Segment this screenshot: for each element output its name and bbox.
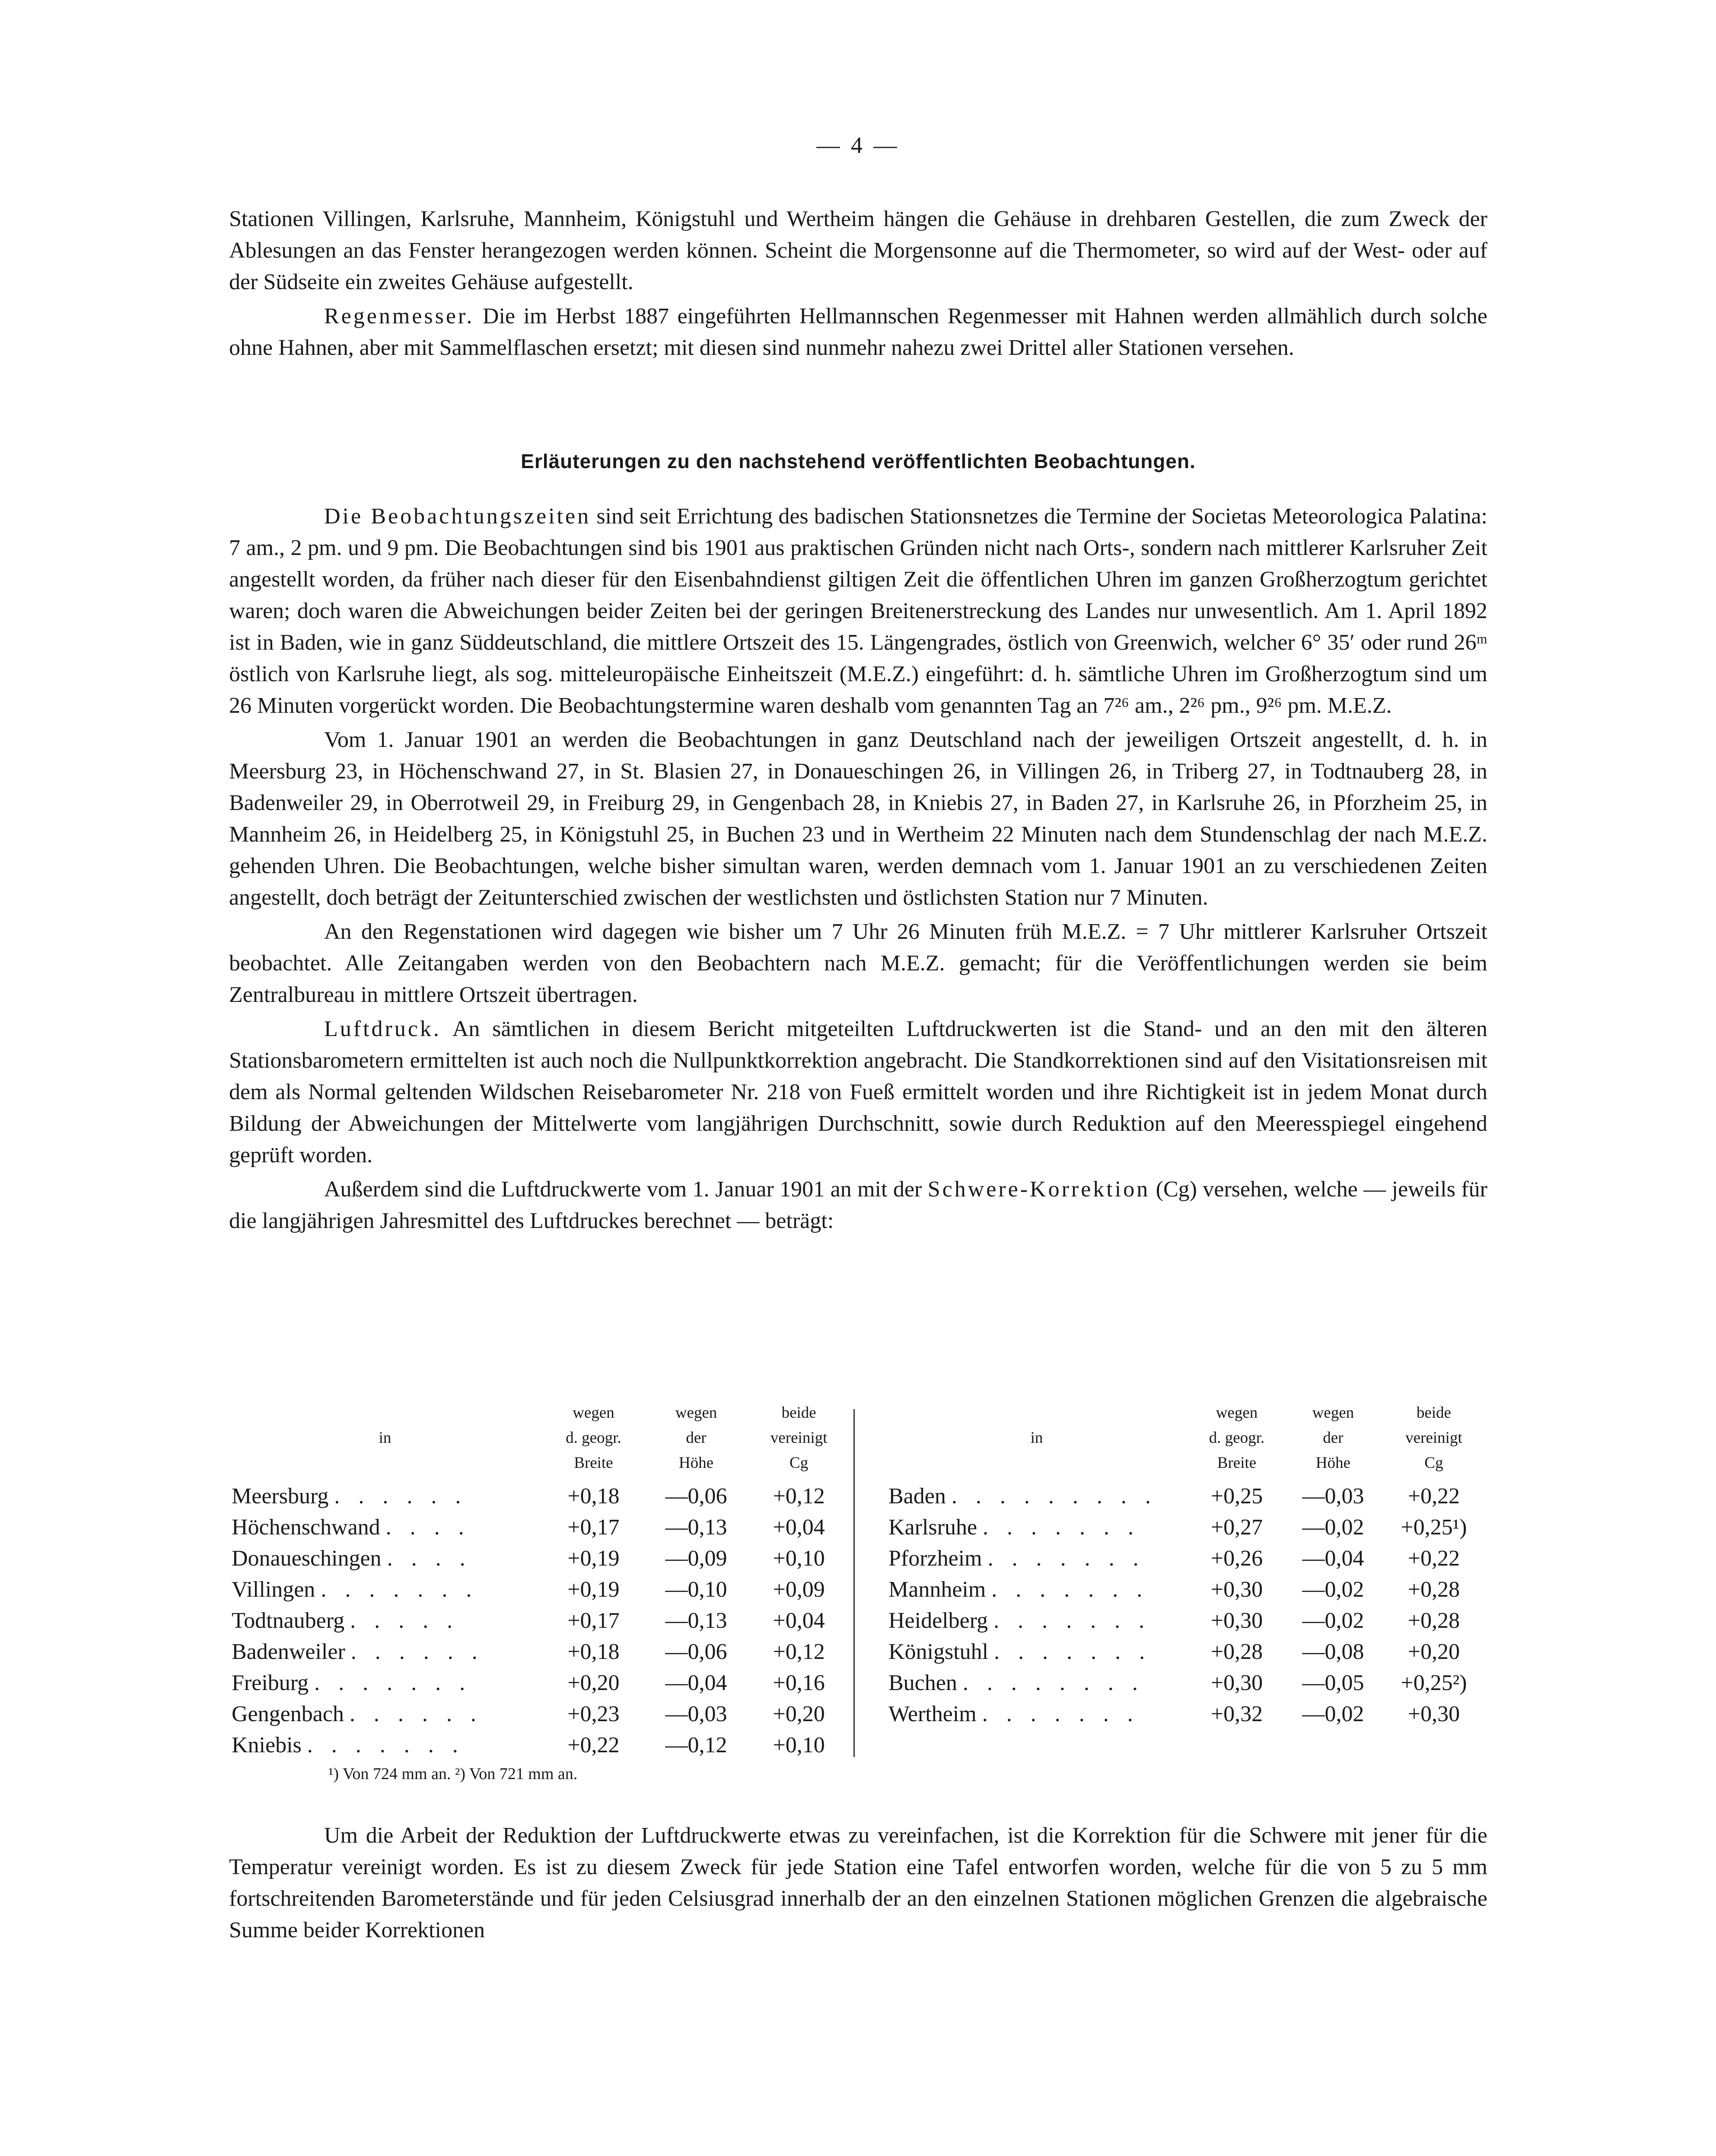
table-row: Baden . . . . . . . . . +0,25 —0,03 +0,22 [888, 1484, 1460, 1509]
header-in: in [1030, 1429, 1043, 1447]
observation-times-text: sind seit Errichtung des badischen Stationsnetzes die Termine der Societas Meteorologica Palatina: 7 am., 2 pm. und 9 pm. Die Beobachtungen sind bis 1901 aus praktischen Gründen nicht nach Orts-, sondern nach mittlerer Karlsruher Zeit angestellt worden, da früher nach dieser für den Eisenbahndienst giltigen Zeit die öffentlichen Uhren im ganzen Großherzogtum gerichtet waren; doch waren die Abweichungen beider Zeiten bei der geringen Breitenerstreckung des Landes nur unwesentlich. Am 1. April 1892 ist in Baden, wie in ganz Süddeutschland, die mittlere Ortszeit des 15. Längengrades, östlich von Greenwich, welcher 6° 35′ oder rund 26ᵐ östlich von Karlsruhe liegt, als sog. mitteleuropäische Einheitszeit (M.E.Z.) eingeführt: d. h. sämtliche Uhren im Großherzogtum sind um 26 Minuten vorgerückt worden. Die Beobachtungstermine waren deshalb vom genannten Tag an 7²⁶ am., 2²⁶ pm., 9²⁶ pm. M.E.Z. [229, 504, 1488, 718]
header-combined: beide vereinigt Cg [1405, 1404, 1462, 1472]
station-name: Pforzheim [888, 1546, 982, 1571]
body-paragraph-2: Vom 1. Januar 1901 an werden die Beobachtungen in ganz Deutschland nach der jeweiligen Ortszeit angestellt, d. h. in Meersburg 23, in Höchenschwand 27, in St. Blasien 27, in Donaueschingen 26, in Villingen 26, in Triberg 27, in Todtnauberg 28, in Badenweiler 29, in Oberrotweil 29, in Freiburg 29, in Gengenbach 28, in Kniebis 27, in Baden 27, in Karlsruhe 26, in Pforzheim 25, in Mannheim 26, in Heidelberg 25, in Königstuhl 25, in Buchen 23 und in Wertheim 22 Minuten nach dem Stundenschlag der nach M.E.Z. gehenden Uhren. Die Beobachtungen, welche bisher simultan waren, werden demnach vom 1. Januar 1901 an zu verschiedenen Zeiten angestellt, doch beträgt der Zeitunterschied zwischen der westlichsten und östlichsten Station nur 7 Minuten. [229, 727, 1487, 910]
header-altitude: wegen der Höhe [675, 1404, 717, 1472]
air-pressure-heading: Luftdruck. [324, 1017, 441, 1041]
station-name: Donaueschingen [232, 1546, 382, 1571]
station-name: Freiburg [232, 1671, 309, 1695]
table-row: Buchen . . . . . . . . +0,30 —0,05 +0,25²) [888, 1671, 1467, 1695]
station-name: Wertheim [888, 1702, 977, 1726]
body-paragraph-5 [229, 1174, 1487, 1237]
intro-paragraph-1: Stationen Villingen, Karlsruhe, Mannheim, Königstuhl und Wertheim hängen die Gehäuse in drehbaren Gestellen, die zum Zweck der Ablesungen an das Fenster herangezogen werden können. Scheint die Morgensonne auf die Thermometer, so wird auf der West- oder auf der Südseite ein zweites Gehäuse aufgestellt. [229, 207, 1487, 294]
table-row: Villingen . . . . . . . +0,19 —0,10 +0,09 [232, 1577, 825, 1602]
station-name: Villingen [232, 1577, 315, 1602]
station-name: Badenweiler [232, 1639, 345, 1664]
closing-block [229, 1820, 1487, 1946]
gravity-text-b: (Cg) versehen, welche — jeweils für die langjährigen Jahresmittel des Luftdruckes berechnet — beträgt: [229, 1177, 1487, 1233]
station-name: Todtnauberg [232, 1608, 345, 1633]
table-divider [853, 1409, 855, 1757]
table-row: Wertheim . . . . . . . +0,32 —0,02 +0,30 [888, 1702, 1460, 1726]
body-paragraph-3: An den Regenstationen wird dagegen wie bisher um 7 Uhr 26 Minuten früh M.E.Z. = 7 Uhr mittlerer Karlsruher Ortszeit beobachtet. Alle Zeitangaben werden von den Beobachtern nach M.E.Z. gemacht; für die Veröffentlichungen werden sie beim Zentralbureau in mittlere Ortszeit übertragen. [229, 919, 1487, 1007]
table-row: Königstuhl . . . . . . . +0,28 —0,08 +0,20 [888, 1639, 1460, 1664]
station-name: Kniebis [232, 1733, 302, 1757]
table-row: Freiburg . . . . . . . +0,20 —0,04 +0,16 [232, 1671, 825, 1695]
station-name: Buchen [888, 1671, 957, 1695]
intro-block [229, 203, 1487, 364]
table-row: Kniebis . . . . . . . +0,22 —0,12 +0,10 [232, 1733, 825, 1757]
station-name: Heidelberg [888, 1608, 988, 1633]
station-name: Gengenbach [232, 1702, 344, 1726]
section-title-block [229, 450, 1487, 473]
station-name: Meersburg [232, 1484, 329, 1509]
table-row: Todtnauberg . . . . . +0,17 —0,13 +0,04 [232, 1608, 825, 1633]
table-header-row [229, 1400, 851, 1481]
station-name: Königstuhl [888, 1639, 989, 1664]
rain-gauge-text: Die im Herbst 1887 eingeführten Hellmannschen Regenmesser mit Hahnen werden allmählich durch solche ohne Hahnen, aber mit Sammelflaschen ersetzt; mit diesen sind nunmehr nahezu zwei Drittel aller Stationen versehen. [229, 304, 1487, 360]
table-left [229, 1400, 851, 1761]
header-latitude: wegen d. geogr. Breite [566, 1404, 621, 1472]
gravity-correction-heading: Schwere-Korrektion [927, 1177, 1150, 1202]
gravity-correction-tables [229, 1400, 1487, 1781]
observation-times-heading: Die Beobachtungszeiten [324, 504, 591, 529]
table-row: Meersburg . . . . . . +0,18 —0,06 +0,12 [232, 1484, 825, 1509]
table-footnote: ¹) Von 724 mm an. ²) Von 721 mm an. [328, 1765, 578, 1783]
closing-paragraph: Um die Arbeit der Reduktion der Luftdruckwerte etwas zu vereinfachen, ist die Korrektion für die Schwere mit jener für die Temperatur vereinigt worden. Es ist zu diesem Zweck für jede Station eine Tafel entworfen worden, welche für die von 5 zu 5 mm fortschreitenden Barometerstände und für jeden Celsiusgrad innerhalb der an den einzelnen Stationen möglichen Grenzen die algebraische Summe beider Korrektionen [229, 1823, 1487, 1942]
table-row: Pforzheim . . . . . . . +0,26 —0,04 +0,22 [888, 1546, 1460, 1571]
header-combined: beide vereinigt Cg [770, 1404, 828, 1472]
station-name: Mannheim [888, 1577, 986, 1602]
header-altitude: wegen der Höhe [1312, 1404, 1354, 1472]
table-right [886, 1400, 1487, 1730]
table-row: Heidelberg . . . . . . . +0,30 —0,02 +0,28 [888, 1608, 1460, 1633]
station-name: Karlsruhe [888, 1515, 977, 1540]
rain-gauge-heading: Regenmesser. [324, 304, 474, 329]
body-block [229, 501, 1487, 1237]
table-row: Höchenschwand . . . . +0,17 —0,13 +0,04 [232, 1515, 825, 1540]
header-latitude: wegen d. geogr. Breite [1209, 1404, 1265, 1472]
header-in: in [379, 1429, 392, 1447]
section-title: Erläuterungen zu den nachstehend veröffentlichten Beobachtungen. [521, 450, 1196, 472]
table-row: Donaueschingen . . . . +0,19 —0,09 +0,10 [232, 1546, 825, 1571]
page-number: — 4 — [816, 132, 900, 158]
station-name: Baden [888, 1484, 946, 1509]
intro-paragraph-2 [229, 300, 1487, 364]
correction-table-left [229, 1400, 851, 1761]
table-header-row [886, 1400, 1487, 1481]
body-paragraph-1 [229, 501, 1487, 721]
table-row: Badenweiler . . . . . . +0,18 —0,06 +0,12 [232, 1639, 825, 1664]
table-row: Gengenbach . . . . . . +0,23 —0,03 +0,20 [232, 1702, 825, 1726]
table-row: Karlsruhe . . . . . . . +0,27 —0,02 +0,25¹) [888, 1515, 1467, 1540]
table-row: Mannheim . . . . . . . +0,30 —0,02 +0,28 [888, 1577, 1460, 1602]
station-name: Höchenschwand [232, 1515, 380, 1540]
body-paragraph-4 [229, 1013, 1487, 1171]
air-pressure-text: An sämtlichen in diesem Bericht mitgeteilten Luftdruckwerten ist die Stand- und an den mit den älteren Stationsbarometern ermittelten ist auch noch die Nullpunktkorrektion angebracht. Die Standkorrektionen sind auf den Visitationsreisen mit dem als Normal geltenden Wildschen Reisebarometer Nr. 218 von Fueß ermittelt worden und ihre Richtigkeit ist in jedem Monat durch Bildung der Abweichungen der Mittelwerte vom langjährigen Durchschnitt, sowie durch Reduktion auf den Meeresspiegel eingehend geprüft worden. [229, 1017, 1487, 1167]
gravity-text-a: Außerdem sind die Luftdruckwerte vom 1. Januar 1901 an mit der [324, 1177, 928, 1202]
correction-table-right [886, 1400, 1487, 1730]
